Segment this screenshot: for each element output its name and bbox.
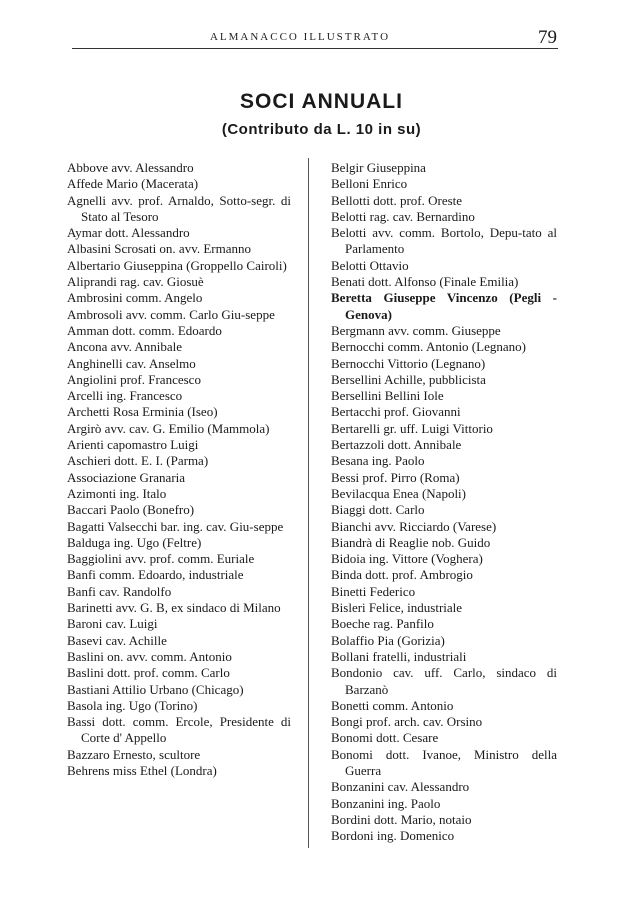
member-entry: Bertazzoli dott. Annibale (331, 437, 462, 453)
member-entry: Bessi prof. Pirro (Roma) (331, 469, 460, 485)
member-entry: Baslini dott. prof. comm. Carlo (67, 665, 230, 681)
member-entry: Benati dott. Alfonso (Finale Emilia) (331, 274, 519, 290)
member-entry: Beretta Giuseppe Vincenzo (Pegli - Genova) (331, 290, 557, 322)
member-entry: Abbove avv. Alessandro (67, 160, 194, 175)
column-divider (308, 158, 309, 848)
member-entry: Banfi comm. Edoardo, industriale (67, 567, 244, 583)
member-entry: Ambrosini comm. Angelo (67, 290, 203, 306)
member-entry: Arienti capomastro Luigi (67, 437, 199, 453)
section-title: SOCI ANNUALI (240, 90, 403, 113)
member-entry: Associazione Granaria (67, 469, 186, 485)
member-entry: Bordini dott. Mario, notaio (331, 811, 472, 827)
member-entry: Basola ing. Ugo (Torino) (67, 697, 198, 713)
member-entry: Balduga ing. Ugo (Feltre) (67, 534, 202, 550)
member-entry: Azimonti ing. Italo (67, 485, 167, 501)
member-entry: Bidoia ing. Vittore (Voghera) (331, 551, 483, 567)
member-entry: Bonzanini cav. Alessandro (331, 779, 470, 795)
page-number: 79 (538, 27, 557, 48)
member-entry: Amman dott. comm. Edoardo (67, 322, 222, 338)
member-entry: Boeche rag. Panfilo (331, 616, 434, 632)
member-entry: Bongi prof. arch. cav. Orsino (331, 714, 483, 730)
member-entry: Archetti Rosa Erminia (Iseo) (67, 404, 218, 420)
member-entry: Bazzaro Ernesto, scultore (67, 746, 201, 762)
member-entry: Albertario Giuseppina (Groppello Cairoli) (67, 257, 287, 273)
section-subtitle: (Contributo da L. 10 in su) (221, 121, 422, 138)
member-entry: Basevi cav. Achille (67, 632, 167, 648)
member-entry: Bolaffio Pia (Gorizia) (331, 632, 445, 648)
member-entry: Bernocchi comm. Antonio (Legnano) (331, 339, 526, 355)
member-entry: Bassi dott. comm. Ercole, Presidente di Corte d' Appello (67, 714, 291, 746)
member-entry: Behrens miss Ethel (Londra) (67, 762, 217, 778)
member-entry: Argirò avv. cav. G. Emilio (Mammola) (67, 420, 270, 436)
member-entry: Besana ing. Paolo (331, 453, 425, 469)
member-entry: Bevilacqua Enea (Napoli) (331, 485, 466, 501)
member-entry: Bagatti Valsecchi bar. ing. cav. Giu-seppe (67, 518, 284, 534)
member-entry: Bordoni ing. Domenico (331, 828, 455, 844)
member-entry: Belotti avv. comm. Bortolo, Depu-tato al Parlamento (331, 225, 557, 257)
member-entry: Belloni Enrico (331, 176, 408, 192)
member-list-right (331, 160, 557, 844)
member-entry: Aschieri dott. E. I. (Parma) (67, 453, 209, 469)
member-entry: Binda dott. prof. Ambrogio (331, 567, 473, 583)
member-entry: Bonzanini ing. Paolo (331, 795, 441, 811)
member-entry: Aliprandi rag. cav. Giosuè (67, 274, 204, 290)
member-entry: Ambrosoli avv. comm. Carlo Giu-seppe (67, 306, 275, 322)
member-entry: Bersellini Bellini Iole (331, 388, 444, 404)
member-entry: Agnelli avv. prof. Arnaldo, Sotto-segr. di Stato al Tesoro (67, 192, 291, 224)
member-entry: Belgir Giuseppina (331, 160, 426, 175)
member-entry: Anghinelli cav. Anselmo (67, 355, 196, 371)
member-entry: Bisleri Felice, industriale (331, 600, 463, 616)
member-entry: Affede Mario (Macerata) (67, 176, 199, 192)
member-entry: Bertacchi prof. Giovanni (331, 404, 461, 420)
member-entry: Bonetti comm. Antonio (331, 697, 454, 713)
member-entry: Bollani fratelli, industriali (331, 648, 467, 664)
member-entry: Baslini on. avv. comm. Antonio (67, 648, 232, 664)
member-entry: Biaggi dott. Carlo (331, 502, 425, 518)
member-entry: Banfi cav. Randolfo (67, 583, 172, 599)
member-entry: Bondonio cav. uff. Carlo, sindaco di Barzanò (331, 665, 557, 697)
member-entry: Albasini Scrosati on. avv. Ermanno (67, 241, 252, 257)
member-list-left (67, 160, 291, 779)
member-entry: Bersellini Achille, pubblicista (331, 371, 486, 387)
member-entry: Binetti Federico (331, 583, 416, 599)
member-entry: Aymar dott. Alessandro (67, 225, 190, 241)
member-entry: Baccari Paolo (Bonefro) (67, 502, 195, 518)
member-entry: Bernocchi Vittorio (Legnano) (331, 355, 486, 371)
member-entry: Bertarelli gr. uff. Luigi Vittorio (331, 420, 493, 436)
member-entry: Bergmann avv. comm. Giuseppe (331, 322, 501, 338)
member-entry: Ancona avv. Annibale (67, 339, 183, 355)
member-entry: Angiolini prof. Francesco (67, 371, 201, 387)
member-entry: Belotti Ottavio (331, 257, 409, 273)
member-entry: Bastiani Attilio Urbano (Chicago) (67, 681, 244, 697)
member-entry: Bonomi dott. Ivanoe, Ministro della Guerra (331, 746, 557, 778)
member-entry: Bellotti dott. prof. Oreste (331, 192, 463, 208)
running-title: ALMANACCO ILLUSTRATO (209, 31, 391, 43)
member-entry: Baggiolini avv. prof. comm. Euriale (67, 551, 255, 567)
member-entry: Bonomi dott. Cesare (331, 730, 439, 746)
member-entry: Bianchi avv. Ricciardo (Varese) (331, 518, 497, 534)
member-entry: Belotti rag. cav. Bernardino (331, 208, 475, 224)
header-rule (72, 48, 558, 49)
member-entry: Baroni cav. Luigi (67, 616, 158, 632)
member-entry: Biandrà di Reaglie nob. Guido (331, 534, 491, 550)
member-entry: Barinetti avv. G. B, ex sindaco di Milano (67, 600, 281, 616)
member-entry: Arcelli ing. Francesco (67, 388, 183, 404)
